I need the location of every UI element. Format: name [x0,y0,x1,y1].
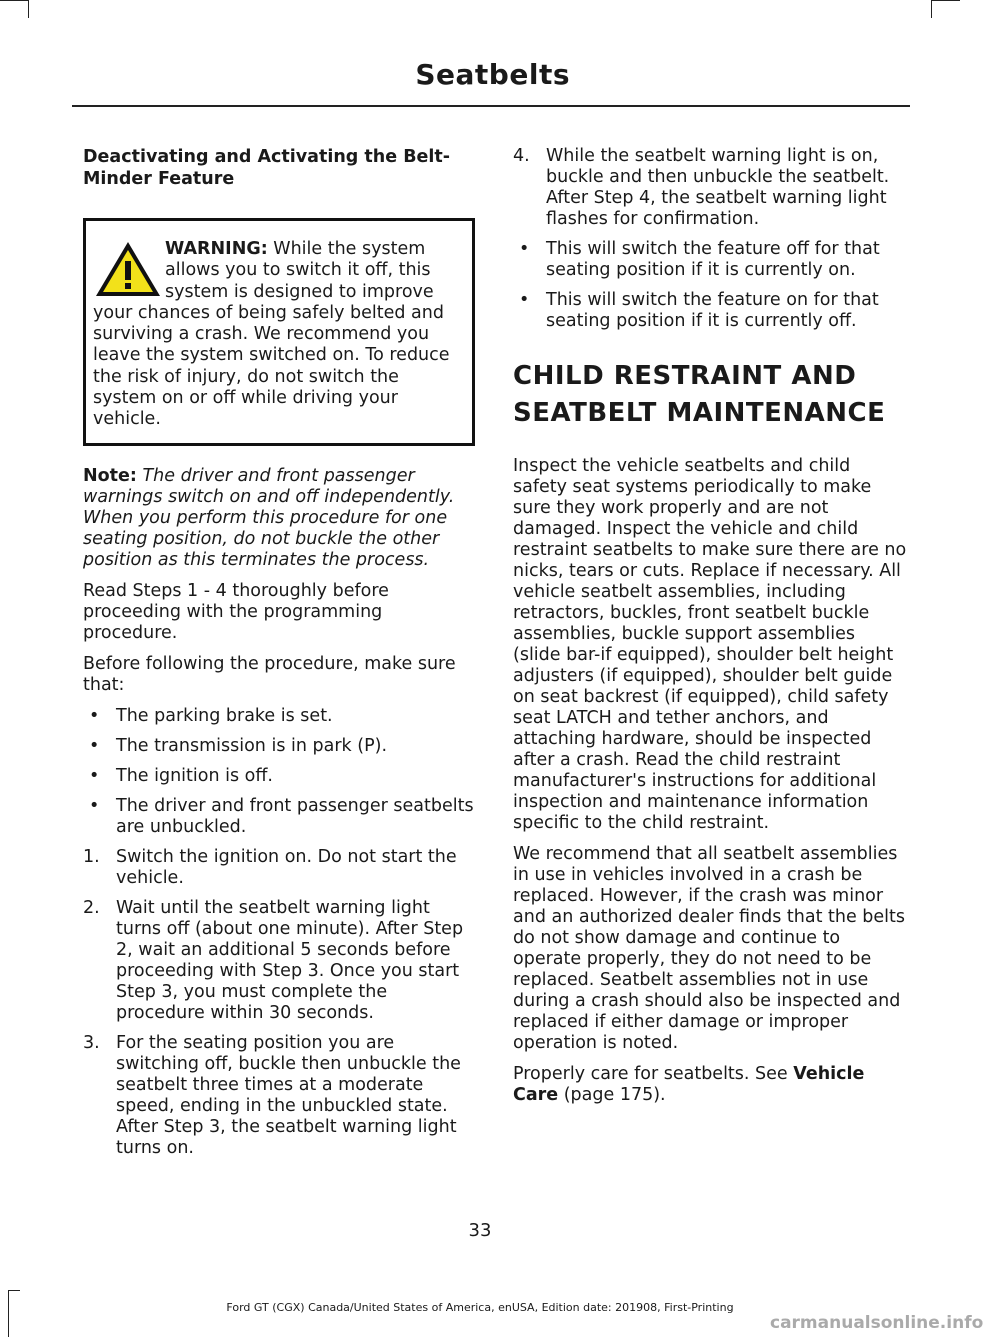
note [83,466,475,571]
page-title: Seatbelts [415,58,570,91]
list-item-text: The transmission is in park (P). [116,735,388,756]
list-item [513,239,908,281]
right-column [513,146,908,1116]
list-item-text: The ignition is off. [116,765,273,786]
crop-mark [931,0,932,18]
list-item [83,766,475,787]
paragraph [513,1064,908,1106]
warning-keyword: WARNING: [165,239,268,259]
step-number: 4. [513,146,530,166]
list-item [83,796,475,838]
bullet-marker: • [89,735,100,756]
note-text: The driver and front passenger warnings switch on and off independently. When you perform this procedure for one seating position, do not buckle the other position as this terminates the process. [83,465,455,570]
list-item-text: The parking brake is set. [116,705,333,726]
bullet-marker: • [519,290,530,310]
bullet-list [83,706,475,838]
watermark: carmanualsonline.info [770,1309,960,1337]
bullet-marker: • [89,765,100,786]
bullet-list [513,239,908,332]
section-subheading: Deactivating and Activating the Belt-Minder Feature [83,147,451,189]
step-list [83,847,475,1159]
step-item [83,898,475,1024]
step-item [513,146,908,230]
crop-mark [932,0,960,1]
paragraph: Read Steps 1 - 4 thoroughly before proceeding with the programming procedure. [83,580,389,643]
left-column [83,146,475,1168]
paragraph: Before following the procedure, make sure that: [83,653,456,695]
list-item [83,736,475,757]
step-text: Switch the ignition on. Do not start the vehicle. [116,846,457,888]
step-text: For the seating position you are switching off, buckle then unbuckle the seatbelt three times at a moderate speed, ending in the unbuckled state. After Step 3, the seatbelt warning light turns on. [116,1032,461,1158]
page-number: 33 [468,1220,492,1241]
warning-triangle-icon [93,239,163,301]
step-item [83,1033,475,1159]
list-item-text: This will switch the feature on for that seating position if it is currently off. [546,290,879,331]
header-rule [72,105,910,107]
bullet-marker: • [89,705,100,726]
step-number: 3. [83,1032,100,1053]
list-item-text: This will switch the feature off for that seating position if it is currently on. [546,239,880,280]
list-item-text: The driver and front passenger seatbelts are unbuckled. [116,795,474,837]
paragraph: Inspect the vehicle seatbelts and child safety seat systems periodically to make sure they work properly and are not damaged. Inspect the vehicle and child restraint seatbelts to make sure there are no nicks, tears or cuts. Replace if necessary. All vehicle seatbelt assemblies, including retractors, buckles, front seatbelt buckle assemblies, buckle support assemblies (slide bar-if equipped), shoulder belt height adjusters (if equipped), shoulder belt guide on seat backrest (if equipped), child safety seat LATCH and tether anchors, and attaching hardware, should be inspected after a crash. Read the child restraint manufacturer's instructions for additional inspection and maintenance information specific to the child restraint. [513,456,907,833]
step-text: While the seatbelt warning light is on, buckle and then unbuckle the seatbelt. After Step 4, the seatbelt warning light flashes for confirmation. [546,146,890,229]
crop-mark [8,1290,20,1291]
cross-reference-link[interactable]: Vehicle Care [513,1064,865,1105]
paragraph-text: (page 175). [558,1085,666,1105]
step-item [83,847,475,889]
crop-mark [0,0,28,1]
step-number: 2. [83,897,100,918]
section-heading: CHILD RESTRAINT AND SEATBELT MAINTENANCE [513,361,886,428]
warning-box [83,218,475,446]
paragraph-text: Properly care for seatbelts. See [513,1064,794,1084]
footer-text: Ford GT (CGX) Canada/United States of America, enUSA, Edition date: 201908, First-Printing [226,1301,734,1314]
bullet-marker: • [89,795,100,816]
list-item [513,290,908,332]
crop-mark [28,0,29,18]
list-item [83,706,475,727]
note-label: Note: [83,465,137,486]
warning-text: While the system allows you to switch it off, this system is designed to improve your chances of being safely belted and surviving a crash. We recommend you leave the system switched on. To reduce the risk of injury, do not switch the system on or off while driving your vehicle. [93,239,450,430]
step-number: 1. [83,846,100,867]
step-list [513,146,908,230]
paragraph: We recommend that all seatbelt assemblies in use in vehicles involved in a crash be replaced. However, if the crash was minor and an authorized dealer finds that the belts do not show damage and continue to operate properly, they do not need to be replaced. Seatbelt assemblies not in use during a crash should also be inspected and replaced if either damage or improper operation is noted. [513,844,906,1053]
step-text: Wait until the seatbelt warning light turns off (about one minute). After Step 2, wait an additional 5 seconds before proceeding with Step 3. Once you start Step 3, you must complete the procedure within 30 seconds. [116,897,464,1023]
bullet-marker: • [519,239,530,259]
